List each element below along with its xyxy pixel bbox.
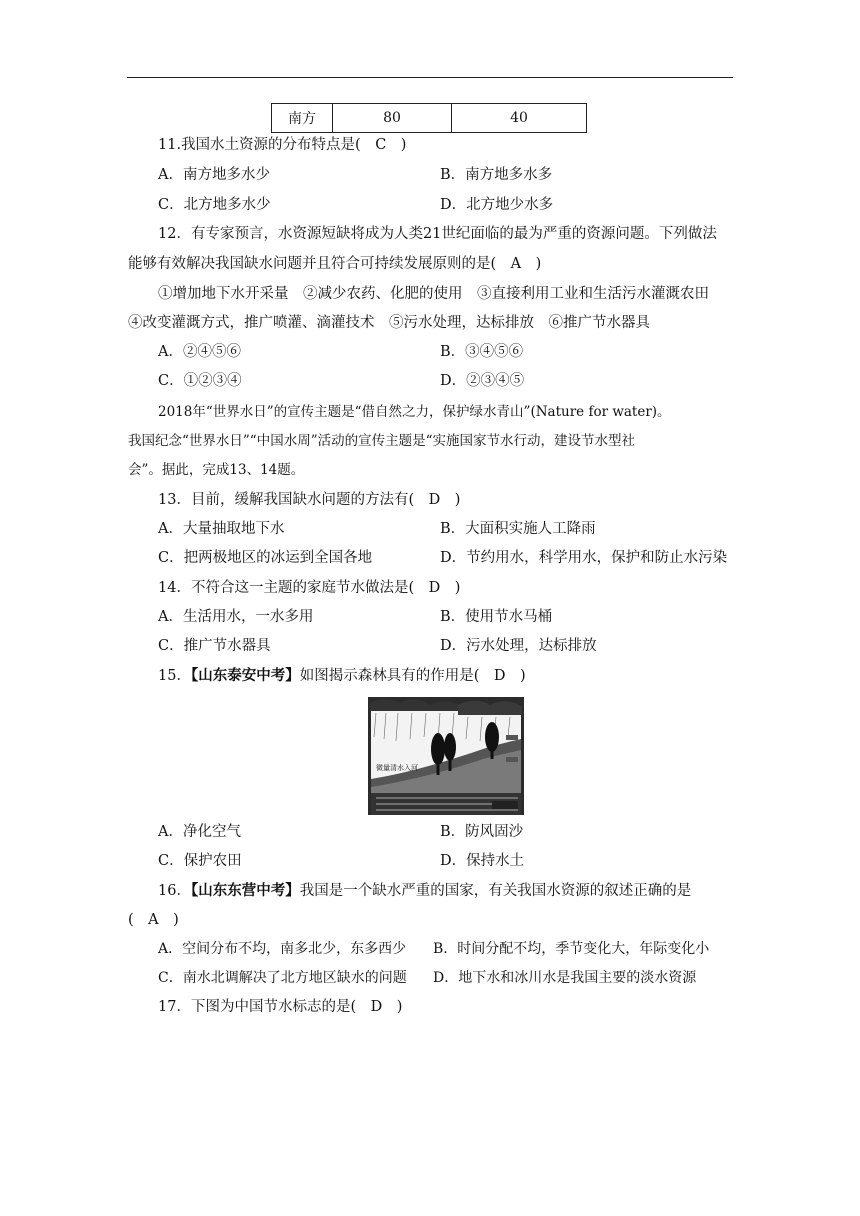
q12-option-c: C．①②③④	[158, 373, 242, 389]
forest-water-figure	[368, 697, 524, 815]
q12-statements-line2: ④改变灌溉方式，推广喷灌、滴灌技术 ⑤污水处理，达标排放 ⑥推广节水器具	[128, 315, 650, 331]
q11-option-c: C．北方地多水少	[158, 197, 271, 213]
table-cell-value-1: 80	[333, 104, 452, 133]
q14-stem: 14．不符合这一主题的家庭节水做法是( D )	[158, 580, 461, 596]
q13-option-c: C．把两极地区的冰运到全国各地	[158, 550, 373, 566]
q12-stem-line2: 能够有效解决我国缺水问题并且符合可持续发展原则的是( A )	[128, 256, 542, 272]
q15-option-c: C．保护农田	[158, 853, 242, 869]
q15-option-a: A．净化空气	[158, 824, 241, 840]
q16-question: 我国是一个缺水严重的国家，有关我国水资源的叙述正确的是	[299, 883, 692, 899]
q15-source: 【山东泰安中考】	[190, 667, 300, 684]
q12-option-b: B．③④⑤⑥	[440, 344, 524, 360]
q11-option-b: B．南方地多水多	[440, 167, 553, 183]
q11-option-a: A．南方地多水少	[158, 167, 270, 183]
intro-line1: 2018年“世界水日”的宣传主题是“借自然之力，保护绿水青山”(Nature for water)。	[158, 404, 671, 420]
q17-stem: 17．下图为中国节水标志的是( D )	[158, 999, 403, 1015]
q15-question: 如图揭示森林具有的作用是( D )	[299, 668, 526, 684]
q16-option-b: B．时间分配不均，季节变化大，年际变化小	[433, 941, 710, 957]
q13-stem: 13．目前，缓解我国缺水问题的方法有( D )	[158, 492, 461, 508]
q13-option-d: D．节约用水，科学用水，保护和防止水污染	[440, 550, 728, 566]
q14-option-d: D．污水处理，达标排放	[440, 638, 597, 654]
q12-stem-line1: 12．有专家预言，水资源短缺将成为人类21世纪面临的最为严重的资源问题。下列做法	[158, 226, 717, 242]
q15-option-b: B．防风固沙	[440, 824, 524, 840]
q13-option-b: B．大面积实施人工降雨	[440, 521, 596, 537]
q14-option-b: B．使用节水马桶	[440, 609, 553, 625]
q16-answer: ( A )	[128, 912, 179, 928]
intro-line3: 会”。据此，完成13、14题。	[128, 462, 305, 478]
q14-option-c: C．推广节水器具	[158, 638, 271, 654]
intro-line2: 我国纪念“世界水日”“中国水周”活动的宣传主题是“实施国家节水行动，建设节水型社	[128, 433, 636, 449]
q16-number: 16．	[158, 883, 191, 899]
q11-option-d: D．北方地少水多	[440, 197, 554, 213]
q15-stem	[158, 666, 526, 686]
q16-option-c: C．南水北调解决了北方地区缺水的问题	[158, 970, 407, 986]
data-table	[271, 103, 587, 133]
figure-label: 微量清水入河	[376, 764, 418, 772]
q16-source: 【山东东营中考】	[190, 882, 300, 899]
q15-option-d: D．保持水土	[440, 853, 525, 869]
table-cell-region: 南方	[272, 104, 333, 133]
table-row	[272, 104, 587, 133]
q13-option-a: A．大量抽取地下水	[158, 521, 285, 537]
header-rule	[127, 77, 733, 78]
q14-option-a: A．生活用水，一水多用	[158, 609, 314, 625]
q12-statements-line1: ①增加地下水开采量 ②减少农药、化肥的使用 ③直接利用工业和生活污水灌溉农田	[158, 286, 709, 302]
q16-option-a: A．空间分布不均，南多北少，东多西少	[158, 941, 407, 957]
q16-option-d: D．地下水和冰川水是我国主要的淡水资源	[433, 970, 697, 986]
q12-option-a: A．②④⑤⑥	[158, 344, 241, 360]
table-cell-value-2: 40	[452, 104, 587, 133]
q11-stem: 11.我国水土资源的分布特点是( C )	[158, 137, 407, 153]
q12-option-d: D．②③④⑤	[440, 373, 525, 389]
q15-number: 15．	[158, 668, 191, 684]
q16-stem	[158, 881, 691, 901]
